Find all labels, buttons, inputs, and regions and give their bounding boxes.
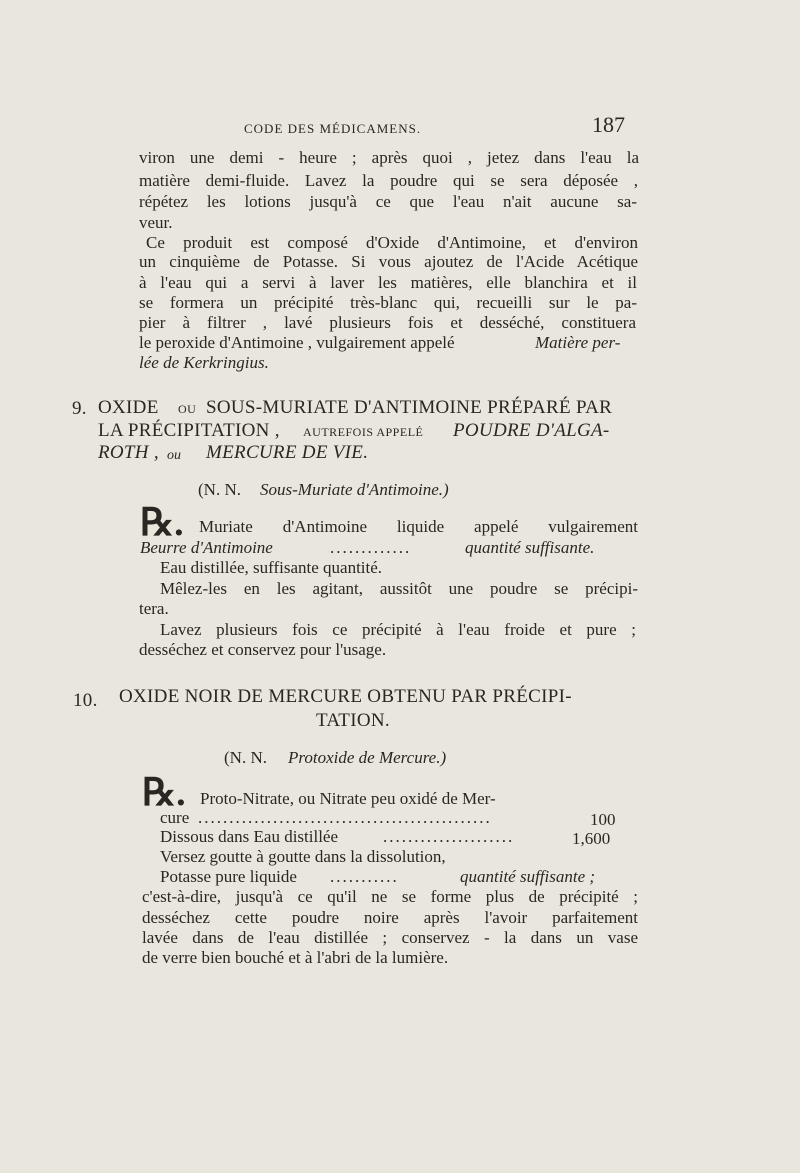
section-title: TATION. xyxy=(316,710,390,731)
text-line-italic: lée de Kerkringius. xyxy=(139,353,269,372)
section-title: ROTH , xyxy=(98,442,159,463)
section-title: POUDRE D'ALGA- xyxy=(453,420,610,441)
recipe-line: quantité suffisante ; xyxy=(460,867,596,886)
nomenclature-prefix: (N. N. xyxy=(198,480,241,499)
leader-dots: ............. xyxy=(330,538,412,557)
recipe-line: c'est-à-dire, jusqu'à ce qu'il ne se forme plus de précipité ; xyxy=(142,887,638,906)
text-line: le peroxide d'Antimoine , vulgairement appelé xyxy=(139,333,455,352)
recipe-line: Lavez plusieurs fois ce précipité à l'eau froide et pure ; xyxy=(160,620,636,639)
recipe-line: Eau distillée, suffisante quantité. xyxy=(160,558,383,577)
recipe-line: Potasse pure liquide xyxy=(160,867,297,886)
nomenclature-name: Sous-Muriate d'Antimoine.) xyxy=(260,480,449,499)
nomenclature-name: Protoxide de Mercure.) xyxy=(288,748,447,767)
text-line: veur. xyxy=(139,213,173,232)
recipe-line: quantité suffisante. xyxy=(465,538,595,557)
section-title: OXIDE NOIR DE MERCURE OBTENU PAR PRÉCIPI- xyxy=(119,686,572,707)
leader-dots: ............................................... xyxy=(198,808,492,827)
text-line: Ce produit est composé d'Oxide d'Antimoine, et d'environ xyxy=(146,233,638,252)
recipe-line: tera. xyxy=(139,599,169,618)
section-number: 10. xyxy=(73,690,98,711)
leader-dots: ..................... xyxy=(383,827,515,846)
section-title: OU xyxy=(178,402,197,416)
text-line-italic: Matière per- xyxy=(535,333,621,352)
text-line: un cinquième de Potasse. Si vous ajoutez de l'Acide Acétique xyxy=(139,252,638,271)
quantity: 1,600 xyxy=(572,829,611,848)
running-title: CODE DES MÉDICAMENS. xyxy=(244,121,422,136)
section-title: MERCURE DE VIE. xyxy=(206,442,369,463)
recipe-line: Versez goutte à goutte dans la dissolution, xyxy=(160,847,446,866)
page-number: 187 xyxy=(592,112,625,137)
recipe-line: Proto-Nitrate, ou Nitrate peu oxidé de Mer- xyxy=(200,789,496,808)
section-title: LA PRÉCIPITATION , xyxy=(98,420,280,441)
recipe-line: Muriate d'Antimoine liquide appelé vulgairement xyxy=(199,517,638,536)
nomenclature-prefix: (N. N. xyxy=(224,748,267,767)
text-line: répétez les lotions jusqu'à ce que l'eau n'ait aucune sa- xyxy=(139,192,637,211)
section-title: AUTREFOIS APPELÉ xyxy=(303,425,424,439)
recipe-line: de verre bien bouché et à l'abri de la lumière. xyxy=(142,948,449,967)
recipe-symbol: ℞. xyxy=(142,772,186,814)
text-line: pier à filtrer , lavé plusieurs fois et desséché, constituera xyxy=(139,313,636,332)
recipe-line: desséchez cette poudre noire après l'avoir parfaitement xyxy=(142,908,638,927)
section-number: 9. xyxy=(72,398,87,419)
recipe-line: Mêlez-les en les agitant, aussitôt une poudre se précipi- xyxy=(160,579,638,598)
recipe-line: Beurre d'Antimoine xyxy=(140,538,273,557)
section-title: ou xyxy=(167,448,181,463)
text-line: à l'eau qui a servi à laver les matières, elle blanchira et il xyxy=(139,273,637,292)
recipe-line: desséchez et conservez pour l'usage. xyxy=(139,640,387,659)
text-line: se formera un précipité très-blanc qui, recueilli sur le pa- xyxy=(139,293,637,312)
recipe-line: cure xyxy=(160,808,190,827)
text-line: viron une demi - heure ; après quoi , jetez dans l'eau la xyxy=(139,148,639,167)
recipe-symbol: ℞. xyxy=(140,502,184,544)
text-line: matière demi-fluide. Lavez la poudre qui se sera déposée , xyxy=(139,171,638,190)
recipe-line: lavée dans de l'eau distillée ; conservez - la dans un vase xyxy=(142,928,638,947)
leader-dots: ........... xyxy=(330,867,399,886)
quantity: 100 xyxy=(590,810,616,829)
section-title: SOUS-MURIATE D'ANTIMOINE PRÉPARÉ PAR xyxy=(206,397,613,418)
recipe-line: Dissous dans Eau distillée xyxy=(160,827,339,846)
section-title: OXIDE xyxy=(98,397,159,418)
